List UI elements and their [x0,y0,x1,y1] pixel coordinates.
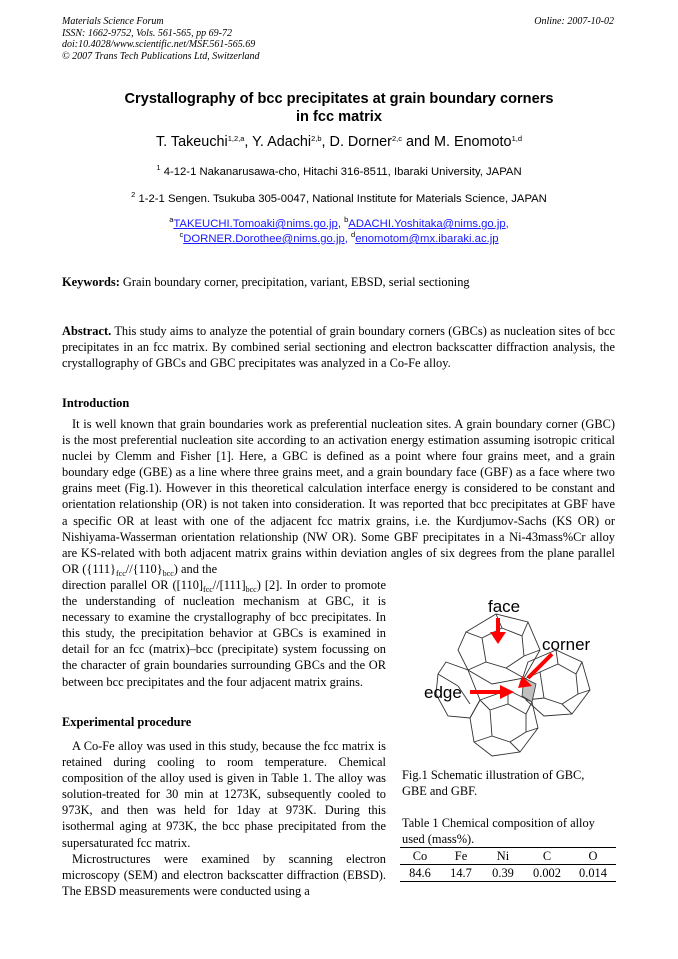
subscript: fcc [203,585,213,594]
arrow-group [470,618,552,699]
email-sep: , [505,218,509,230]
table-row [400,865,616,882]
table-header-cell: O [570,848,616,865]
email-link-takeuchi[interactable]: TAKEUCHI.Tomoaki@nims.go.jp [173,218,338,230]
author-sep: and [401,134,434,150]
affiliation-sup: 2 [131,190,136,199]
author-name: T. Takeuchi [155,134,228,150]
table-header-cell: Ni [482,848,524,865]
figure-1-caption: Fig.1 Schematic illustration of GBC, GBE and GBF. [402,768,585,799]
face-arrow-head [490,632,506,644]
label-edge: edge [424,683,462,702]
doi-line: doi:10.4028/www.scientific.net/MSF.561-565.69 [62,39,256,50]
affiliation-1 [62,165,616,179]
table-cell: 0.39 [482,865,524,882]
experimental-paragraph-1: A Co-Fe alloy was used in this study, because the fcc matrix is retained during cooling to room temperature. Chemical composition of the alloy used is given in Table 1. The alloy was solution-treated for 30 min at 1273K, subsequently cooled to 973K, and then was held for 1day at 973K. During this isothermal aging at 973K, the bcc phase precipitated from the supersaturated fcc matrix. [62,739,386,850]
author-sup: 2,b [311,134,322,143]
subscript: fcc [116,568,126,578]
author-sep: , [321,134,330,150]
email-sup: d [351,230,356,239]
keywords [62,274,615,290]
table-header-cell: Fe [440,848,482,865]
table-cell: 0.014 [570,865,616,882]
email-sep: , [344,233,352,245]
issn-line: ISSN: 1662-9752, Vols. 561-565, pp 69-72 [62,27,232,39]
email-sup: a [169,215,174,224]
author-name: D. Dorner [329,134,392,150]
copyright-line: © 2007 Trans Tech Publications Ltd, Switzerland [62,50,260,62]
intro-text: //[111] [212,578,246,592]
table-cell: 14.7 [440,865,482,882]
figure-1-grain-boundary-schematic [396,592,622,762]
edge-arrow-head [500,685,514,699]
table-header-cell: Co [400,848,440,865]
subscript: bcc [162,568,174,578]
keywords-text: Grain boundary corner, precipitation, variant, EBSD, serial sectioning [119,275,470,289]
affiliation-text: 4-12-1 Nakanarusawa-cho, Hitachi 316-8511, Ibaraki University, JAPAN [160,166,522,178]
experimental-heading: Experimental procedure [62,715,192,729]
intro-paragraph-narrow [62,577,386,690]
paper-title [62,90,616,126]
composition-table [400,847,616,882]
author-sup: 2,c [391,134,402,143]
affiliation-sup: 1 [156,163,161,172]
subscript: bcc [245,585,257,594]
email-link-adachi[interactable]: ADACHI.Yoshitaka@nims.go.jp [348,218,506,230]
intro-heading: Introduction [62,396,130,410]
journal-header [62,16,260,62]
table-header-cell: C [524,848,570,865]
experimental-paragraph-2: Microstructures were examined by scanning electron microscopy (SEM) and electron backscatter diffraction (EBSD). The EBSD measurements were conducted using a [62,852,386,899]
keywords-label: Keywords: [62,275,120,289]
author-sup: 1,2,a [227,134,245,143]
email-block [62,217,616,247]
email-link-dorner[interactable]: DORNER.Dorothee@nims.go.jp [183,233,345,245]
intro-text: It is well known that grain boundaries work as preferential nucleation sites. A grain boundary corner (GBC) is the most preferential nucleation site according to an activation energy estimation assuming isotropic critical nuclei by Clemm and Fisher [1]. Here, a GBC is defined as a point where four grains meet, and a grain boundary edge (GBE) as a line where three grains meet, and a grain boundary face (GBF) as a face where two grains meet (Fig.1). However in this theoretical calculation interface energy is considered to be constant and orientation relationship (OR) is not taken into consideration. It was reported that bcc precipitates at GBF have a specific OR at least with one of the adjacent fcc matrix grains, i.e. the Kurdjumov-Sachs (KS OR) or Nishiyama-Wasserman orientation relationship (NW OR). Some GBF precipitates in a Ni-43mass%Cr alloy are KS-related with both adjacent matrix grains within deviation angles of six degrees from the plane parallel OR ({111} [62,417,615,576]
email-sup: c [179,230,184,239]
author-sep: , [244,134,253,150]
abstract-label: Abstract. [62,324,112,338]
abstract-text: This study aims to analyze the potential of grain boundary corners (GBCs) as nucleation sites of bcc precipitates in an fcc matrix. By combined serial sectioning and electron backscatter diffraction analysis, the crystallography of GBCs and GBC precipitates was analyzed in a Co-Fe alloy. [62,324,615,371]
intro-text: ) and the [173,561,218,576]
table-cell: 84.6 [400,865,440,882]
email-sep: , [337,218,345,230]
table-1-caption: Table 1 Chemical composition of alloy used (mass%). [402,816,595,847]
intro-text: //{110} [125,561,163,576]
intro-paragraph-full [62,416,615,577]
title-line-2: in fcc matrix [296,109,382,125]
email-link-enomoto[interactable]: enomotom@mx.ibaraki.ac.jp [355,233,499,245]
affiliation-text: 1-2-1 Sengen. Tsukuba 305-0047, National Institute for Materials Science, JAPAN [135,193,547,205]
intro-text: direction parallel OR ([110] [62,578,204,592]
email-sup: b [344,215,349,224]
affiliation-2 [62,192,616,206]
author-name: Y. Adachi [252,134,312,150]
author-list [62,133,616,151]
table-header-row [400,848,616,865]
table-cell: 0.002 [524,865,570,882]
author-sup: 1,d [511,134,522,143]
online-date: Online: 2007-10-02 [534,16,614,27]
label-face: face [488,597,521,616]
intro-text: ) [2]. In order to promote the understanding of nucleation mechanism at GBC, it is necessary to examine the crystallography of bcc precipitates. In this study, the precipitation behavior at GBCs is examined in detail for an fcc (matrix)–bcc (precipitate) system focussing on the character of grain boundaries surrounding GBCs and the OR between bcc precipitates and the four adjacent matrix grains. [62,578,386,689]
label-corner: corner [542,635,591,654]
abstract [62,323,615,371]
author-name: M. Enomoto [433,134,512,150]
title-line-1: Crystallography of bcc precipitates at grain boundary corners [124,91,554,107]
journal-name: Materials Science Forum [62,16,164,27]
